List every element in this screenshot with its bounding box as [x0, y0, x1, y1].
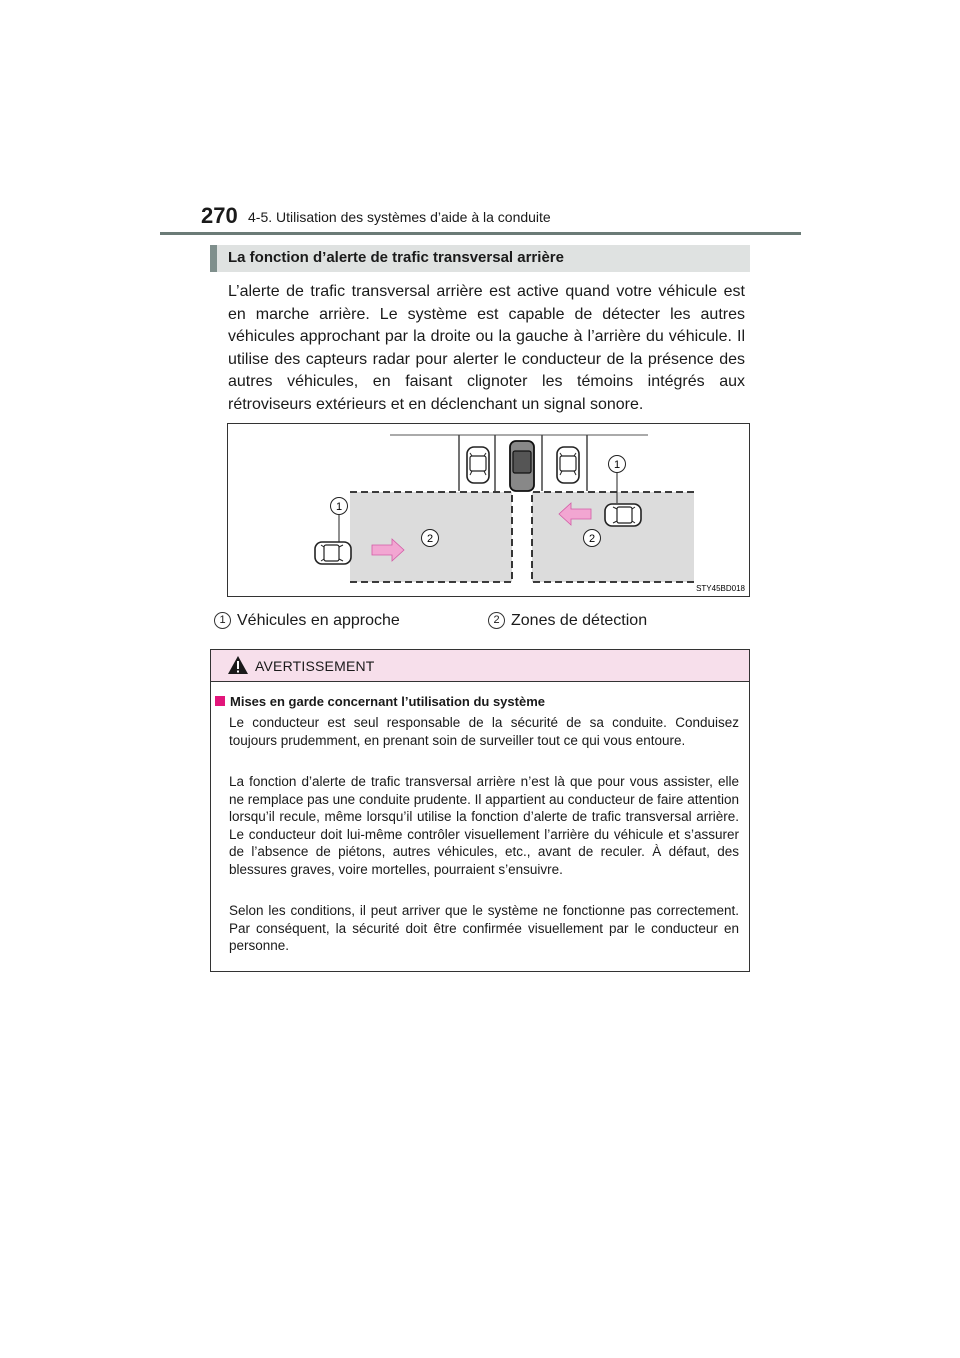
bullet-square-icon [215, 696, 225, 706]
rcta-diagram-svg [227, 423, 750, 597]
warning-paragraph: Selon les conditions, il peut arriver que le système ne fonctionne pas correctement. Par conséquent, la sécurité doit être confirmée visuellement par le conducteur en personne. [229, 903, 739, 953]
callout-2-label: 2 [588, 533, 596, 545]
callout-2-label: 2 [426, 533, 434, 545]
intro-paragraph: L’alerte de trafic transversal arrière est active quand votre véhicule est en marche arrière. Le système est capable de détecter les autres véhicules approchant par la droite ou la gauche à l’arrière du véhicule. Il utilise des capteurs radar pour alerter le conducteur de la présence des autres véhicules, en faisant clignoter les témoins intégrés aux rétroviseurs extérieurs et en déclenchant un signal sonore. [228, 283, 745, 413]
legend-label: Zones de détection [511, 612, 648, 629]
legend-item [488, 612, 647, 630]
warning-triangle-icon [227, 655, 249, 675]
own-vehicle-icon [510, 441, 534, 491]
legend-number: 2 [488, 612, 505, 629]
callout-1-label: 1 [335, 501, 343, 513]
approaching-car-left-icon [315, 542, 351, 564]
legend-label: Véhicules en approche [237, 612, 400, 629]
parked-car-icon [467, 447, 489, 483]
warning-paragraph: Le conducteur est seul responsable de la sécurité de sa conduite. Conduisez toujours prudemment, en prenant soin de surveiller tout ce qui vous entoure. [229, 715, 739, 748]
section-title: La fonction d’alerte de trafic transversal arrière [228, 249, 564, 266]
figure-code: STY45BD018 [696, 584, 745, 593]
warning-heading-text: Mises en garde concernant l’utilisation du système [230, 694, 545, 709]
warning-heading [215, 694, 545, 709]
warning-box [210, 649, 750, 972]
section-title-bar [210, 245, 750, 272]
section-header: 4-5. Utilisation des systèmes d’aide à la conduite [248, 209, 551, 225]
warning-header [211, 650, 749, 682]
legend-number: 1 [214, 612, 231, 629]
rcta-diagram [227, 423, 750, 597]
header-rule [160, 232, 801, 235]
approaching-car-right-icon [605, 504, 641, 526]
warning-paragraph: La fonction d’alerte de trafic transversal arrière n’est là que pour vous assister, elle ne remplace pas une conduite prudente. Il appartient au conducteur de faire attention lorsqu’il recule, même lorsqu’il utilise la fonction d’alerte de trafic transversal arrière. Le conducteur doit lui-même contrôler visuellement l’arrière du véhicule et s’assurer de l’absence de piétons, autres véhicules, etc., avant de reculer. À défaut, des blessures graves, voire mortelles, pourraient s’ensuivre. [229, 774, 739, 877]
warning-title: AVERTISSEMENT [255, 658, 375, 674]
parked-car-icon [557, 447, 579, 483]
page-number: 270 [201, 203, 238, 228]
callout-1-label: 1 [613, 459, 621, 471]
legend-item [214, 612, 400, 630]
